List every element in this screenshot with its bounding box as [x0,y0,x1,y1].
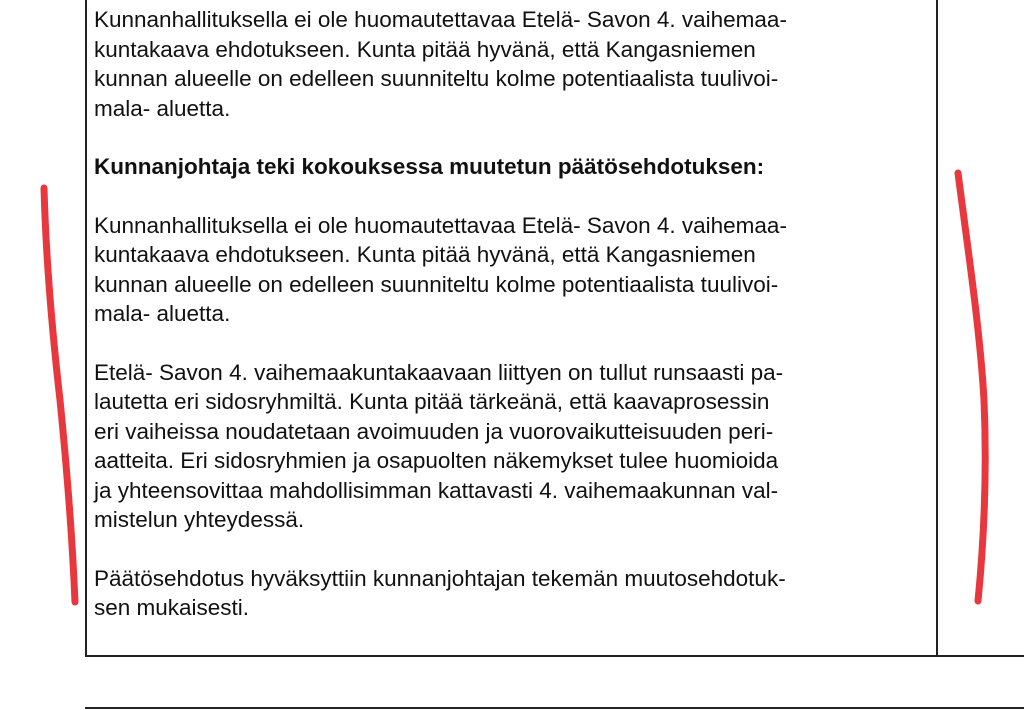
text-line: Päätösehdotus hyväksyttiin kunnanjohtajan tekemän muutosehdotuk- [94,565,786,591]
text-line: Kunnanhallituksella ei ole huomautettavaa Etelä- Savon 4. vaihemaa- [94,212,787,238]
text-line: Kunnanhallituksella ei ole huomautettavaa Etelä- Savon 4. vaihemaa- [94,7,787,32]
text-line: kuntakaava ehdotukseen. Kunta pitää hyvänä, että Kangasniemen [94,242,756,267]
text-line: sen mukaisesti. [94,595,250,620]
text-line: Etelä- Savon 4. vaihemaakuntakaavaan liittyen on tullut runsaasti pa- [94,359,784,385]
text-line: mistelun yhteydessä. [94,507,305,532]
text-line: mala- aluetta. [94,95,231,121]
paragraph-spacer [94,123,934,152]
table-bottom-border [85,655,1024,657]
section-heading [94,152,934,182]
text-line: ja yhteensovittaa mahdollisimman kattavasti 4. vaihemaakunnan val- [94,477,779,503]
left-bracket-mark [44,188,75,602]
page-bottom-rule [85,707,1024,709]
table-left-border [85,0,87,656]
text-line: kunnan alueelle on edelleen suunniteltu kolme potentiaalista tuulivoi- [94,66,779,91]
right-bracket-mark [958,173,985,601]
paragraph-feedback [94,358,934,535]
text-line: kuntakaava ehdotukseen. Kunta pitää hyvänä, että Kangasniemen [94,36,756,62]
paragraph-spacer [94,182,934,211]
paragraph-spacer [94,535,934,564]
document-body [94,5,934,623]
text-line: lautetta eri sidosryhmiltä. Kunta pitää tärkeänä, että kaavaprosessin [94,389,770,414]
text-line: mala- aluetta. [94,301,231,326]
text-line: aatteita. Eri sidosryhmien ja osapuolten näkemykset tulee huomioida [94,448,779,473]
paragraph-original-statement [94,5,934,123]
paragraph-spacer [94,329,934,358]
table-right-border [936,0,938,656]
paragraph-amended-statement [94,211,934,329]
text-line: eri vaiheissa noudatetaan avoimuuden ja vuorovaikutteisuuden peri- [94,418,774,444]
text-line: kunnan alueelle on edelleen suunniteltu kolme potentiaalista tuulivoi- [94,271,779,297]
paragraph-decision [94,564,934,623]
heading-text: Kunnanjohtaja teki kokouksessa muutetun päätösehdotuksen: [94,154,765,179]
